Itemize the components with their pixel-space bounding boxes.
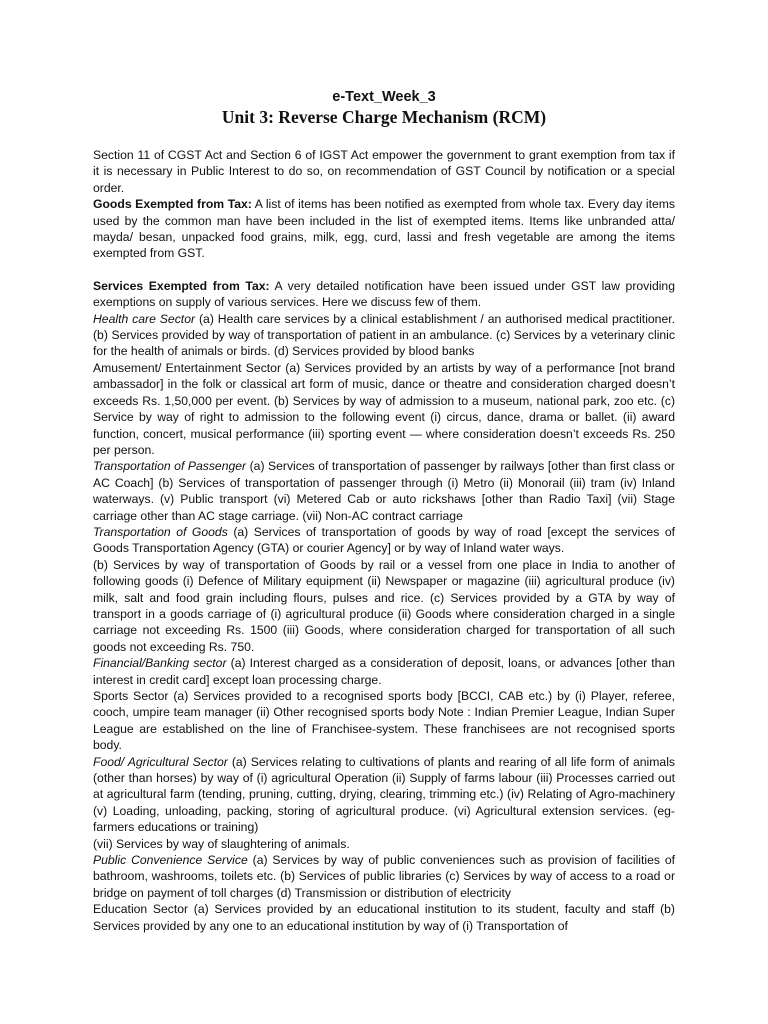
sports-sector-paragraph: Sports Sector (a) Services provided to a recognised sports body [BCCI, CAB etc.) by (i) Player, referee, cooch, umpire team manager (ii) Other recognised sports body Note : Indian Premier League, Indian Super League are established on the line of Franchisee-system. These franchisees are not recognised sports body. bbox=[93, 689, 675, 753]
services-exempted-heading: Services Exempted from Tax: bbox=[93, 278, 270, 293]
goods-transport-text: (a) Services of transportation of goods by way of road [except the services of Goods Transportation Agency (GTA) or courier Agency] or by way of Inland water ways. bbox=[93, 524, 675, 556]
agri-sector-text: (a) Services relating to cultivations of plants and rearing of all life form of animals (other than horses) by way of (i) agricultural Operation (ii) Supply of farms labour (iii) Processes carried out at agricultural farm (tending, pruning, cutting, drying, clearing, trimming etc.) (iv) Relating of Agro-machinery (v) Loading, unloading, packing, storing of agricultural produce. (vi) Agricultural extension services. (eg- farmers educations or training) bbox=[93, 754, 675, 835]
financial-sector-text: (a) Interest charged as a consideration of deposit, loans, or advances [other than interest in credit card] except loan processing charge. bbox=[93, 656, 676, 687]
health-sector-label: Health care Sector bbox=[93, 311, 196, 326]
agri-sector-paragraph-vii: (vii) Services by way of slaughtering of animals. bbox=[93, 836, 350, 851]
health-sector-paragraph bbox=[93, 311, 675, 360]
health-sector-text: (a) Health care services by a clinical establishment / an authorised medical practitioner. (b) Services provided by way of transportation of patient in an ambulance. (c) Services by a veterinary clinic for the health of animals or birds. (d) Services provided by blood banks bbox=[93, 311, 676, 359]
passenger-transport-paragraph bbox=[93, 458, 675, 524]
goods-transport-paragraph bbox=[93, 524, 675, 557]
goods-transport-paragraph-b: (b) Services by way of transportation of Goods by rail or a vessel from one place in India to another of following goods (i) Defence of Military equipment (ii) Newspaper or magazine (iii) agricultural produce (iv) milk, salt and food grain including flours, pulses and rice. (c) Services provided by a GTA by way of transport in a goods carriage of (i) agricultural produce (ii) Goods where consideration charged in a single carriage not exceeding Rs. 1500 (iii) Goods, where consideration charged for transportation of all such goods not exceeding Rs. 750. bbox=[93, 557, 675, 654]
intro-paragraph: Section 11 of CGST Act and Section 6 of IGST Act empower the government to grant exemption from tax if it is necessary in Public Interest to do so, on recommendation of GST Council by notification or a special order. bbox=[93, 148, 675, 195]
passenger-transport-text: (a) Services of transportation of passenger by railways [other than first class or AC Coach] (b) Services of transportation of passenger through (i) Metro (ii) Monorail (iii) tram (iv) Inland waterways. (v) Public transport (vi) Metered Cab or auto rickshaws [other than Radio Taxi] (vii) Stage carriage other than AC stage carriage. (vii) Non-AC contract carriage bbox=[93, 459, 675, 523]
financial-sector-label: Financial/Banking sector bbox=[93, 656, 227, 671]
unit-title: Unit 3: Reverse Charge Mechanism (RCM) bbox=[221, 107, 547, 127]
goods-exempted-text: A list of items has been notified as exempted from whole tax. Every day items used by the common man have been included in the list of exempted items. Items like unbranded atta/ mayda/ besan, unpacked food grains, milk, egg, curd, lassi and fresh vegetable are among the items exempted from GST. bbox=[93, 197, 676, 261]
amusement-sector-paragraph: Amusement/ Entertainment Sector (a) Services provided by an artists by way of a performance [not brand ambassador] in the folk or classical art form of music, dance or theatre and consideration charged doesn’t exceeds Rs. 1,50,000 per event. (b) Services by way of admission to a museum, national park, zoo etc. (c) Service by way of right to admission to the following event (i) circus, dance, drama or ballet. (ii) award function, concert, musical performance (iii) sporting event — where consideration doesn’t exceeds Rs. 250 per person. bbox=[93, 360, 675, 457]
goods-exempted-paragraph bbox=[93, 196, 675, 262]
financial-sector-paragraph bbox=[93, 655, 675, 688]
public-convenience-paragraph bbox=[93, 852, 675, 901]
paragraph-gap bbox=[93, 262, 675, 278]
services-exempted-text: A very detailed notification have been issued under GST law providing exemptions on supply of various services. Here we discuss few of them. bbox=[93, 278, 675, 310]
public-convenience-label: Public Convenience Service bbox=[93, 853, 248, 868]
education-sector-paragraph: Education Sector (a) Services provided by an educational institution to its student, faculty and staff (b) Services provided by any one to an educational institution by way of (i) Transportation of bbox=[93, 902, 675, 933]
document-page bbox=[93, 88, 675, 934]
agri-sector-label: Food/ Agricultural Sector bbox=[93, 754, 228, 769]
goods-transport-label: Transportation of Goods bbox=[93, 524, 228, 539]
week-title: e-Text_Week_3 bbox=[332, 89, 436, 105]
passenger-transport-label: Transportation of Passenger bbox=[93, 459, 247, 474]
goods-exempted-heading: Goods Exempted from Tax: bbox=[93, 197, 252, 212]
agri-sector-paragraph bbox=[93, 754, 675, 836]
public-convenience-text: (a) Services by way of public conveniences such as provision of facilities of bathroom, washrooms, toilets etc. (b) Services of public libraries (c) Services by way of access to a road or bridge on payment of toll charges (d) Transmission or distribution of electricity bbox=[93, 853, 676, 900]
services-exempted-paragraph bbox=[93, 278, 675, 311]
